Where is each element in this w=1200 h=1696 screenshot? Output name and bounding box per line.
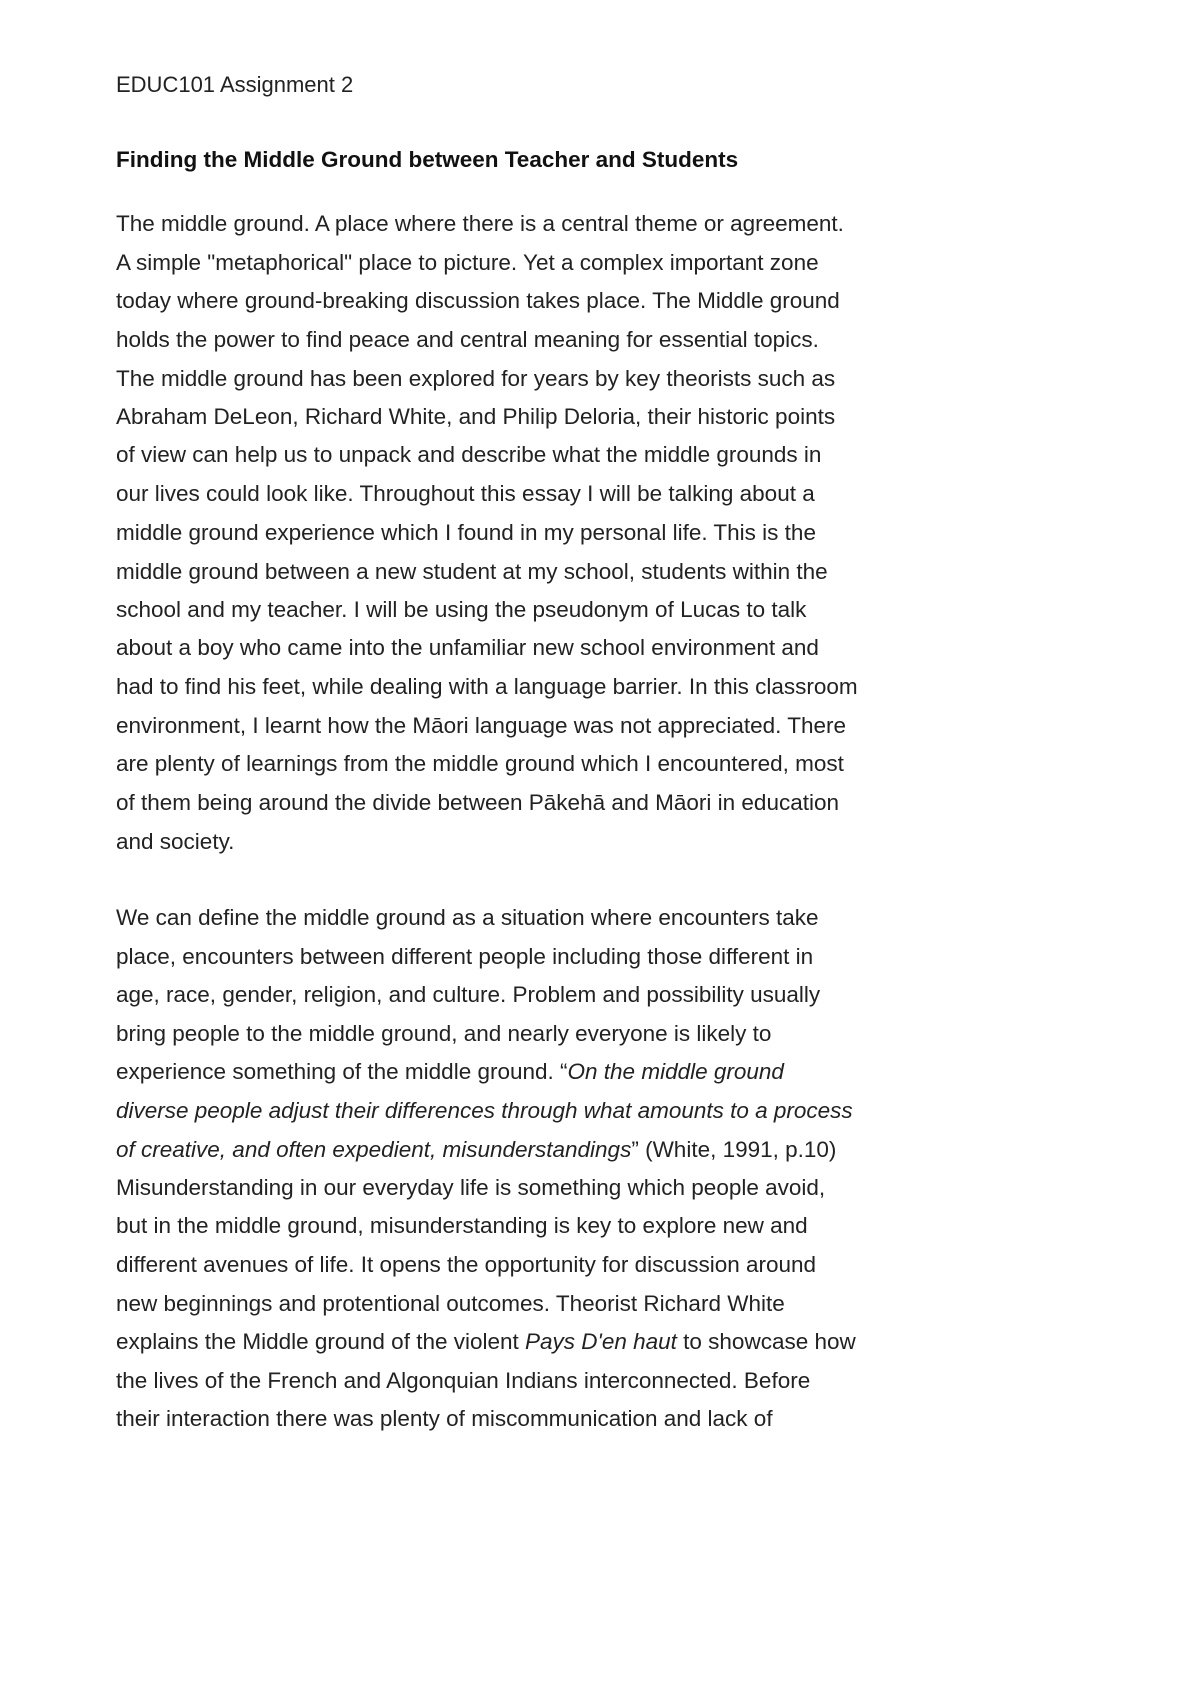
paragraph-line: their interaction there was plenty of miscommunication and lack of — [116, 1406, 773, 1431]
paragraph-line: are plenty of learnings from the middle ground which I encountered, most — [116, 751, 844, 776]
paragraph-line: school and my teacher. I will be using the pseudonym of Lucas to talk — [116, 597, 807, 622]
paragraph-text: explains the Middle ground of the violent — [116, 1329, 526, 1354]
paragraph-line: Misunderstanding in our everyday life is something which people avoid, — [116, 1175, 826, 1200]
paragraph-line: A simple "metaphorical" place to picture. Yet a complex important zone — [116, 250, 819, 275]
paragraph-line: place, encounters between different people including those different in — [116, 944, 814, 969]
citation-text: ” (White, 1991, p.10) — [631, 1137, 837, 1162]
paragraph-line: and society. — [116, 829, 235, 854]
paragraph-line: middle ground experience which I found in my personal life. This is the — [116, 520, 816, 545]
paragraph-line: environment, I learnt how the Māori language was not appreciated. There — [116, 713, 847, 738]
paragraph-line: bring people to the middle ground, and nearly everyone is likely to — [116, 1021, 772, 1046]
paragraph-line — [116, 1096, 853, 1126]
paragraph-text: experience something of the middle ground. “ — [116, 1059, 568, 1084]
paragraph-line: but in the middle ground, misunderstanding is key to explore new and — [116, 1213, 808, 1238]
paragraph-line: new beginnings and protentional outcomes. Theorist Richard White — [116, 1291, 785, 1316]
paragraph-line: Abraham DeLeon, Richard White, and Philip Deloria, their historic points — [116, 404, 836, 429]
paragraph-line: about a boy who came into the unfamiliar new school environment and — [116, 635, 819, 660]
paragraph-line: today where ground-breaking discussion takes place. The Middle ground — [116, 288, 840, 313]
paragraph-line: our lives could look like. Throughout this essay I will be talking about a — [116, 481, 815, 506]
paragraph-line: different avenues of life. It opens the opportunity for discussion around — [116, 1252, 817, 1277]
paragraph-line: the lives of the French and Algonquian Indians interconnected. Before — [116, 1368, 811, 1393]
paragraph-line: The middle ground. A place where there is a central theme or agreement. — [116, 211, 844, 236]
place-name-text: Pays D'en haut — [525, 1329, 677, 1354]
paragraph-line — [116, 1327, 856, 1357]
paragraph-line: middle ground between a new student at my school, students within the — [116, 559, 828, 584]
quote-text: diverse people adjust their differences through what amounts to a process — [116, 1098, 853, 1123]
paragraph-line: The middle ground has been explored for years by key theorists such as — [116, 366, 836, 391]
course-label: EDUC101 Assignment 2 — [116, 72, 354, 97]
quote-text: of creative, and often expedient, misunderstandings — [116, 1137, 632, 1162]
paragraph-line: of them being around the divide between Pākehā and Māori in education — [116, 790, 839, 815]
document-title: Finding the Middle Ground between Teacher and Students — [116, 147, 739, 172]
paragraph-line: holds the power to find peace and central meaning for essential topics. — [116, 327, 819, 352]
paragraph-line: age, race, gender, religion, and culture. Problem and possibility usually — [116, 982, 821, 1007]
paragraph-line: had to find his feet, while dealing with a language barrier. In this classroom — [116, 674, 858, 699]
paragraph-text: to showcase how — [676, 1329, 856, 1354]
paragraph-line — [116, 1135, 836, 1165]
paragraph-line: of view can help us to unpack and describe what the middle grounds in — [116, 442, 822, 467]
paragraph-line — [116, 1057, 784, 1087]
quote-text: On the middle ground — [567, 1059, 784, 1084]
paragraph-line: We can define the middle ground as a situation where encounters take — [116, 905, 819, 930]
